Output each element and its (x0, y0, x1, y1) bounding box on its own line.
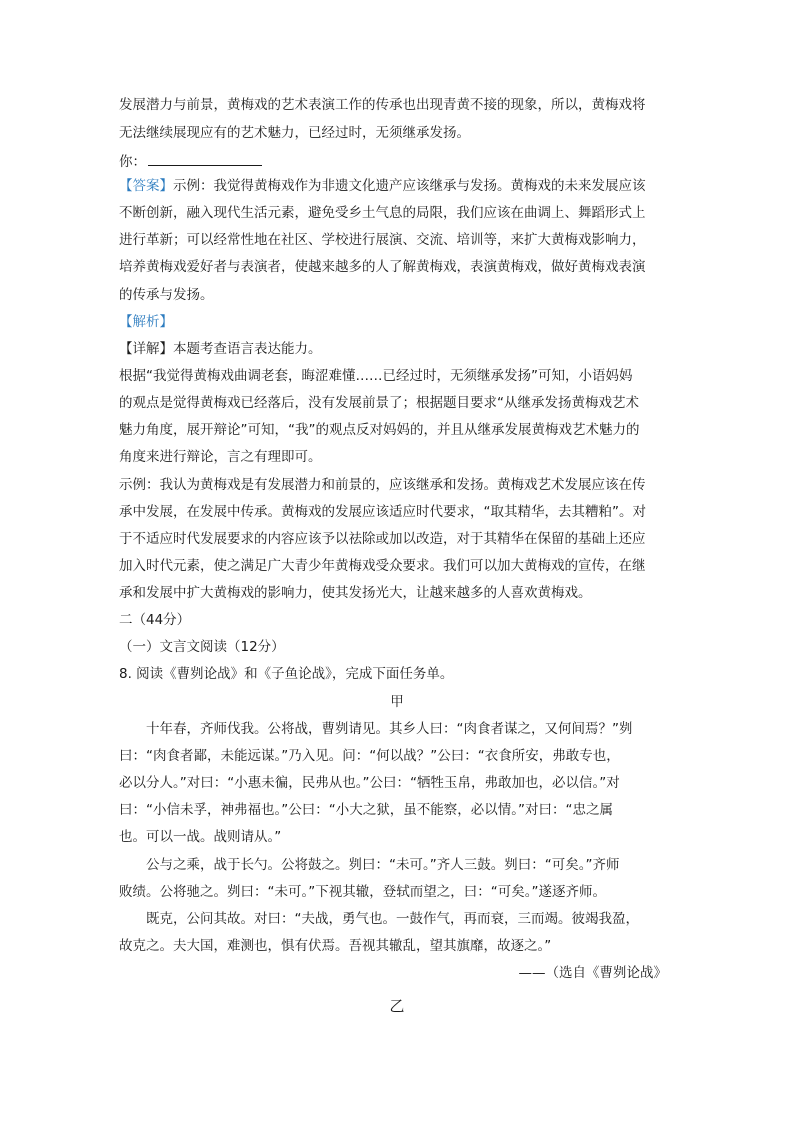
passage-line: 既克，公问其故。对曰：“夫战，勇气也。一鼓作气，再而衰，三而竭。彼竭我盈， (146, 911, 639, 927)
answer-line-1 (119, 177, 646, 195)
analysis-p1-line: 魅力角度，展开辩论”可知，“我”的观点反对妈妈的，并且从继承发展黄梅戏艺术魅力的 (119, 422, 640, 438)
passage-line: 十年春，齐师伐我。公将战，曹刿请见。其乡人曰：“肉食者谋之，又何间焉？”刿 (146, 721, 633, 737)
analysis-p2-line: 于不适应时代发展要求的内容应该予以祛除或加以改造，对于其精华在保留的基础上还应 (119, 531, 646, 547)
analysis-p1-line: 的观点是觉得黄梅戏已经落后，没有发展前景了；根据题目要求“从继承发扬黄梅戏艺术 (119, 395, 639, 411)
answer-line-4: 培养黄梅戏爱好者与表演者，使越来越多的人了解黄梅戏，表演黄梅戏，做好黄梅戏表演 (119, 259, 646, 275)
answer-line-5: 的传承与发扬。 (119, 287, 214, 303)
analysis-p1-line: 根据“我觉得黄梅戏曲调老套，晦涩难懂……已经过时，无须继承发扬”可知，小语妈妈 (119, 368, 633, 384)
passage-line: 败绩。公将驰之。刿曰：“未可。”下视其辙，登轼而望之，曰：“可矣。”遂逐齐师。 (119, 884, 606, 900)
passage-line: 曰：“肉食者鄙，未能远谋。”乃入见。问：“何以战？”公曰：“衣食所安，弗敢专也， (119, 748, 620, 764)
passage-label-jia: 甲 (390, 694, 404, 710)
question-8: 8. 阅读《曹刿论战》和《子鱼论战》，完成下面任务单。 (119, 666, 454, 682)
analysis-p2-line: 示例：我认为黄梅戏是有发展潜力和前景的，应该继承和发扬。黄梅戏艺术发展应该在传 (119, 477, 646, 493)
you-label: 你： (119, 154, 146, 170)
analysis-p2-line: 加入时代元素，使之满足广大青少年黄梅戏受众要求。我们可以加大黄梅戏的宣传，在继 (119, 558, 646, 574)
analysis-tag: 【解析】 (119, 314, 173, 330)
subsection-heading: （一）文言文阅读（12分） (119, 639, 285, 655)
passage-line: 公与之乘，战于长勺。公将鼓之。刿曰：“未可。”齐人三鼓。刿曰：“可矣。”齐师 (146, 857, 620, 873)
passage-source: ——（选自《曹刿论战》 (518, 965, 667, 981)
section-heading: 二（44分） (119, 612, 191, 628)
answer-line-3: 进行革新；可以经常性地在社区、学校进行展演、交流、培训等，来扩大黄梅戏影响力， (119, 232, 646, 248)
analysis-p2-line: 承中发展，在发展中传承。黄梅戏的发展应该适应时代要求，“取其精华，去其糟粕”。对 (119, 504, 646, 520)
intro-line-2: 无法继续展现应有的艺术魅力，已经过时，无须继承发扬。 (119, 125, 470, 141)
passage-line: 必以分人。”对曰：“小惠未徧，民弗从也。”公曰：“牺牲玉帛，弗敢加也，必以信。”对 (119, 775, 620, 791)
analysis-p2-line: 承和发展中扩大黄梅戏的影响力，使其发扬光大，让越来越多的人喜欢黄梅戏。 (119, 585, 592, 601)
analysis-detail: 【详解】本题考查语言表达能力。 (119, 341, 322, 357)
answer-blank (148, 151, 262, 166)
analysis-p1-line: 角度来进行辩论，言之有理即可。 (119, 449, 322, 465)
answer-prompt (119, 151, 262, 171)
answer-tag: 【答案】 (119, 178, 173, 194)
passage-line: 故克之。夫大国，难测也，惧有伏焉。吾视其辙乱，望其旗靡，故逐之。” (119, 938, 552, 954)
answer-line-2: 不断创新，融入现代生活元素，避免受乡土气息的局限，我们应该在曲调上、舞蹈形式上 (119, 205, 646, 221)
intro-line-1: 发展潜力与前景，黄梅戏的艺术表演工作的传承也出现青黄不接的现象，所以，黄梅戏将 (119, 97, 646, 113)
passage-label-yi: 乙 (389, 997, 405, 1015)
passage-line: 曰：“小信未孚，神弗福也。”公曰：“小大之狱，虽不能察，必以情。”对曰：“忠之属 (119, 802, 613, 818)
answer-text-1: 示例：我觉得黄梅戏作为非遗文化遗产应该继承与发扬。黄梅戏的未来发展应该 (173, 178, 646, 194)
passage-line: 也。可以一战。战则请从。” (119, 829, 282, 845)
